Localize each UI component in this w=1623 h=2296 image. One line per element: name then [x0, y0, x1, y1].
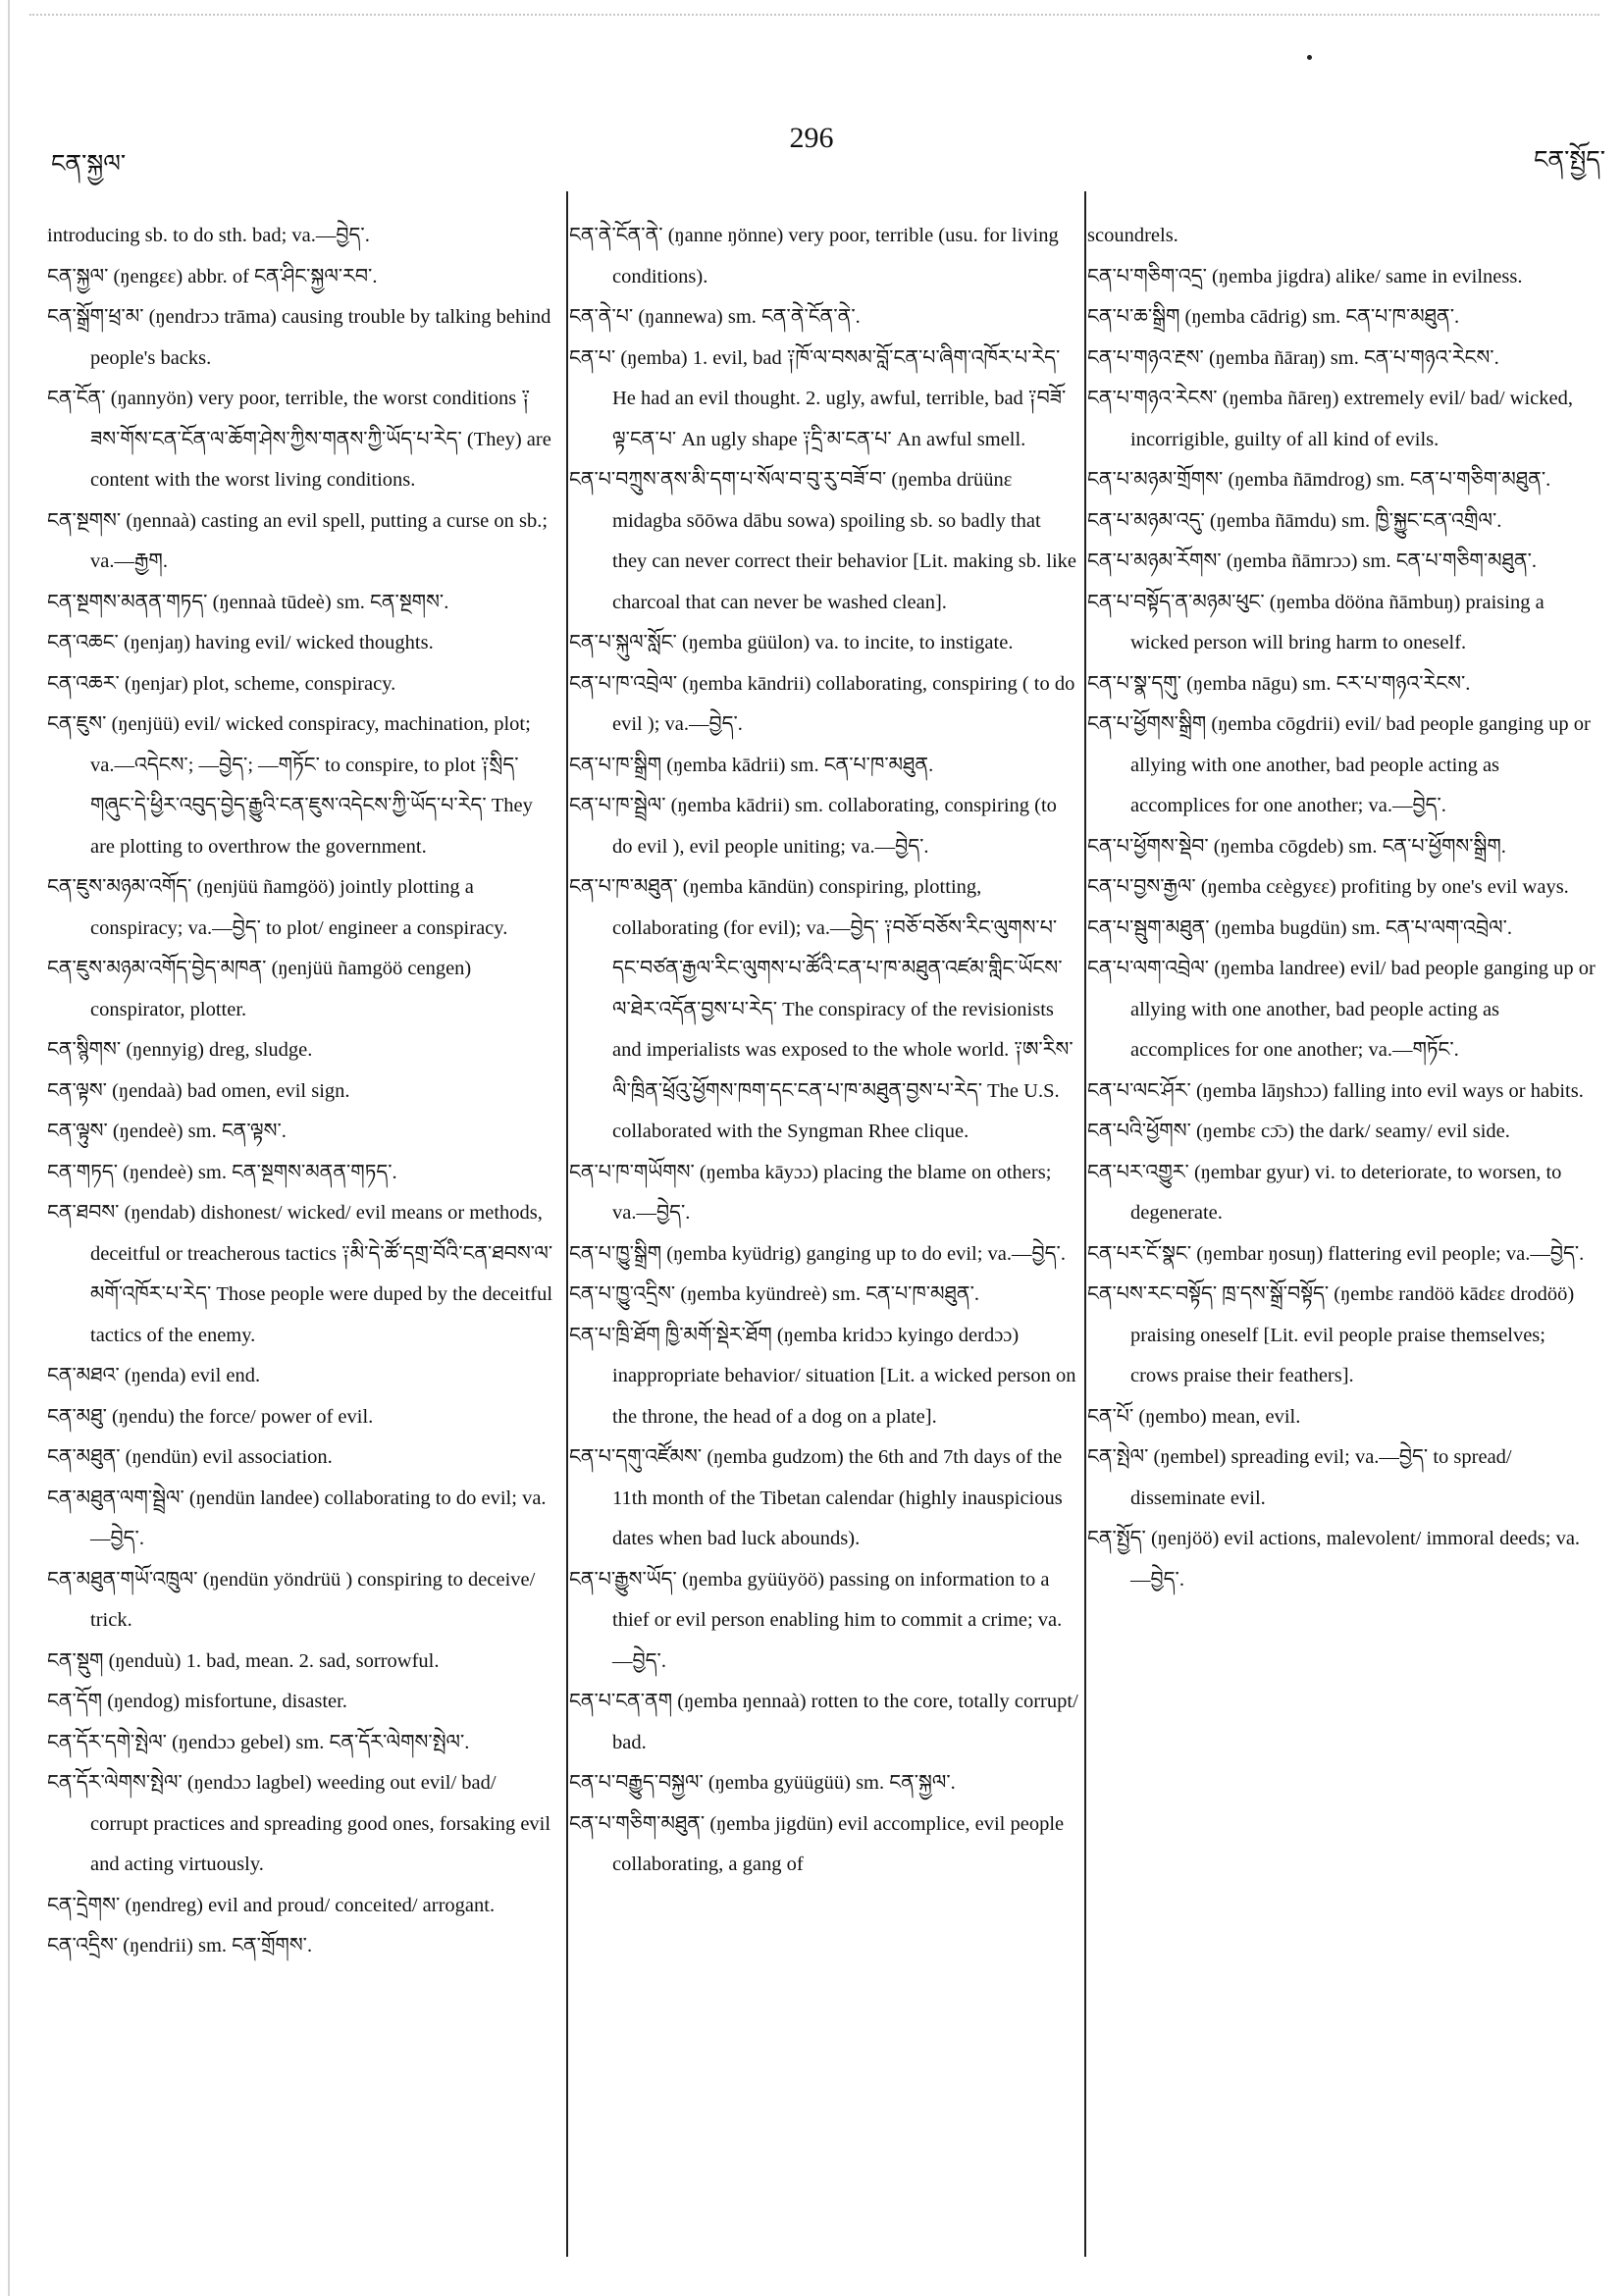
dictionary-entry: ངན་སྔགས་མནན་གཏད་ (ŋennaà tūdeè) sm. ངན་སྔགས་. [47, 591, 449, 613]
dictionary-entry: ངན་སྤེལ་ (ŋembel) spreading evil; va.—བྱེད་ to spread/ disseminate evil. [1087, 1446, 1512, 1509]
dictionary-entry: ངན་པ་ལག་འབྲེལ་ (ŋemba landree) evil/ bad people ganging up or allying with one another, bad people acting as accomplices for one another; va.—གཏོང་. [1087, 958, 1596, 1061]
dictionary-entry: ངན་པར་ངོ་སྣང་ (ŋembar ŋosuŋ) flattering evil people; va.—བྱེད་. [1087, 1242, 1585, 1265]
dictionary-entry: ངན་པ་ཁ་འབྲེལ་ (ŋemba kāndrii) collaborating, conspiring ( to do evil ); va.—བྱེད་. [569, 672, 1075, 735]
dictionary-entry: ངན་དོག (ŋendog) misfortune, disaster. [47, 1691, 347, 1712]
dictionary-entry: ངན་པ་ཁ་སྒྲིག (ŋemba kādrii) sm. ངན་པ་ཁ་མཐུན. [569, 754, 934, 776]
dictionary-entry: ངན་པ་མཉམ་གྲོགས་ (ŋemba ñāmdrog) sm. ངན་པ་གཅིག་མཐུན་. [1087, 469, 1551, 491]
dictionary-column-2 [569, 216, 1079, 1886]
dictionary-entry: ངན་ནེ་པ་ (ŋannewa) sm. ངན་ནེ་ངོན་ནེ་. [569, 306, 861, 328]
dictionary-entry: ངན་འཆར་ (ŋenjar) plot, scheme, conspiracy. [47, 672, 396, 695]
dictionary-entry: ངན་པ་ཁྲི་ཐོག ཁྱི་མགོ་སྡེར་ཐོག (ŋemba kridɔɔ kyingo derdɔɔ) inappropriate behavior/ situation [Lit. a wicked person on the throne, the head of a dog on a plate]. [569, 1324, 1076, 1428]
dictionary-entry: ངན་པ་བཀྲུས་ནས་མི་དག་པ་སོལ་བ་བུ་རུ་བཟོ་བ་ (ŋemba drüünε midagba sōōwa dābu sowa) spoiling sb. so badly that they can never correct their behavior [Lit. making sb. like charcoal that can never be washed clean]. [569, 469, 1077, 613]
dictionary-entry: ངན་མཐའ་ (ŋenda) evil end. [47, 1365, 261, 1386]
dictionary-entry: ངན་ངོན་ (ŋannyön) very poor, terrible, the worst conditions ༑ཟས་གོས་ངན་ངོན་ལ་ཆོག་ཤེས་ཀྱིས་གནས་ཀྱི་ཡོད་པ་རེད་ (They) are content with the worst living conditions. [47, 388, 551, 491]
dictionary-entry: ངན་སྐྱལ་ (ŋengεε) abbr. of ངན་ཤིང་སྐྱལ་རབ་. [47, 265, 378, 287]
dictionary-entry: ངན་སྙིགས་ (ŋennyig) dreg, sludge. [47, 1039, 313, 1061]
dictionary-entry: scoundrels. [1087, 225, 1178, 246]
dictionary-entry: ངན་དྲེགས་ (ŋendreg) evil and proud/ conceited/ arrogant. [47, 1894, 496, 1916]
dictionary-entry: ངན་པ་ཁྱུ་སྒྲིག (ŋemba kyüdrig) ganging up to do evil; va.—བྱེད་. [569, 1242, 1066, 1265]
dictionary-entry: ངན་མཐུ་ (ŋendu) the force/ power of evil. [47, 1405, 374, 1428]
dictionary-entry: ངན་པ་གཅིག་འདྲ་ (ŋemba jigdra) alike/ same in evilness. [1087, 265, 1523, 287]
dictionary-entry: ངན་པོ་ (ŋembo) mean, evil. [1087, 1405, 1301, 1428]
dictionary-entry: ངན་ནེ་ངོན་ནེ་ (ŋanne ŋönne) very poor, terrible (usu. for living conditions). [569, 225, 1059, 287]
dictionary-entry: ངན་པ་ལང་ཤོར་ (ŋemba lāŋshɔɔ) falling into evil ways or habits. [1087, 1079, 1584, 1102]
page-edge-shadow [8, 0, 10, 2296]
dictionary-entry: ངན་ཇུས་མཉམ་འགོད་བྱེད་མཁན་ (ŋenjüü ñamgöö cengen) conspirator, plotter. [47, 958, 472, 1020]
dictionary-entry: ངན་པ་ཁ་སྦྲེལ་ (ŋemba kādrii) sm. collaborating, conspiring (to do evil ), evil people uniting; va.—བྱེད་. [569, 795, 1057, 858]
dictionary-entry: ངན་པའི་ཕྱོགས་ (ŋembε cɔ̄ɔ) the dark/ seamy/ evil side. [1087, 1121, 1510, 1142]
dictionary-entry: ངན་པ་ཁ་མཐུན་ (ŋemba kāndün) conspiring, plotting, collaborating (for evil); va.—བྱེད་ ༑བཅོ་བཅོས་རིང་ལུགས་པ་དང་བཙན་རྒྱལ་རིང་ལུགས་པ་ཚོའི་ངན་པ་ཁ་མཐུན་འཛམ་གླིང་ཡོངས་ལ་ཐེར་འདོན་བྱས་པ་རེད་ The conspiracy of the revisionists and imperialists was exposed to the whole world. ༑ཨ་རིས་ལི་ཁྲིན་ཕྲོའུ་ཕྱོགས་ཁག་དང་ངན་པ་ཁ་མཐུན་བྱས་པ་རེད་ The U.S. collaborated with the Syngman Rhee clique. [569, 876, 1073, 1142]
dictionary-entry: ངན་པ་སྣ་དགུ་ (ŋemba nāgu) sm. ངར་པ་གཉའ་རེངས་. [1087, 672, 1471, 695]
dictionary-column-1 [47, 216, 557, 1967]
dictionary-entry: ངན་པ་ཕྱོགས་སྡེབ་ (ŋemba cōgdeb) sm. ངན་པ་ཕྱོགས་སྒྲིག. [1087, 835, 1506, 858]
dictionary-entry: introducing sb. to do sth. bad; va.—བྱེད་. [47, 225, 370, 246]
dictionary-column-3 [1087, 216, 1597, 1600]
dictionary-entry: ངན་པ་སྦུག་མཐུན་ (ŋemba bugdün) sm. ངན་པ་ལག་འབྲེལ་. [1087, 916, 1513, 939]
dictionary-entry: ངན་པ་མཉམ་རོགས་ (ŋemba ñāmrɔɔ) sm. ངན་པ་གཅིག་མཐུན་. [1087, 550, 1538, 572]
scan-speck [1307, 55, 1312, 60]
dictionary-entry: ངན་དོར་དགེ་སྤེལ་ (ŋendɔɔ gebel) sm. ངན་དོར་ལེགས་སྤེལ་. [47, 1731, 470, 1753]
dictionary-entry: ངན་པ་གཉའ་རྔས་ (ŋemba ñāraŋ) sm. ངན་པ་གཉའ་རེངས་. [1087, 346, 1499, 369]
dictionary-entry: ངན་ལྟས་ (ŋendaà) bad omen, evil sign. [47, 1079, 350, 1102]
right-running-head: ངན་སྤྱོད་ [1534, 147, 1605, 174]
dictionary-entry: ངན་པ་སྐུལ་སློང་ (ŋemba güülon) va. to incite, to instigate. [569, 632, 1014, 653]
dictionary-entry: ངན་པར་འགྱུར་ (ŋembar gyur) vi. to deteriorate, to worsen, to degenerate. [1087, 1161, 1562, 1224]
dictionary-entry: ངན་པ་ཕྱོགས་སྒྲིག (ŋemba cōgdrii) evil/ bad people ganging up or allying with one another, bad people acting as accomplices for one another; va.—བྱེད་. [1087, 713, 1591, 816]
dictionary-entry: ངན་པ་བྱས་རྒྱལ་ (ŋemba cεègyεε) profiting by one's evil ways. [1087, 876, 1569, 898]
dictionary-entry: ངན་པ་གཅིག་མཐུན་ (ŋemba jigdün) evil accomplice, evil people collaborating, a gang of [569, 1812, 1065, 1875]
dictionary-entry: ངན་པ་ཆ་སྒྲིག (ŋemba cādrig) sm. ངན་པ་ཁ་མཐུན་. [1087, 306, 1460, 328]
dictionary-entry: ངན་པ་བརྒྱུད་བསྐྱལ་ (ŋemba gyüügüü) sm. ངན་སྐྱལ་. [569, 1772, 956, 1794]
dictionary-entry: ངན་ལྟུས་ (ŋendeè) sm. ངན་ལྟས་. [47, 1121, 287, 1142]
dictionary-entry: ངན་འཆང་ (ŋenjaŋ) having evil/ wicked thoughts. [47, 632, 434, 653]
dictionary-entry: ངན་པ་ཁྱུ་འདྲིས་ (ŋemba kyündreè) sm. ངན་པ་ཁ་མཐུན་. [569, 1283, 980, 1305]
dictionary-entry: ངན་པ་རྒྱུས་ཡོད་ (ŋemba gyüüyöö) passing on information to a thief or evil person enabling him to commit a crime; va.—བྱེད་. [569, 1568, 1063, 1672]
page-number: 296 [789, 122, 834, 154]
dictionary-entry: ངན་པ་དགུ་འཛོམས་ (ŋemba gudzom) the 6th and 7th days of the 11th month of the Tibetan calendar (highly inauspicious dates when bad luck abounds). [569, 1446, 1063, 1549]
dictionary-entry: ངན་སྡུག (ŋenduù) 1. bad, mean. 2. sad, sorrowful. [47, 1649, 440, 1672]
dictionary-entry: ངན་གཏད་ (ŋendeè) sm. ངན་སྔགས་མནན་གཏད་. [47, 1161, 397, 1183]
dictionary-entry: ངན་མཐུན་ལག་སྦྲེལ་ (ŋendün landee) collaborating to do evil; va.—བྱེད་. [47, 1487, 547, 1549]
dictionary-entry: ངན་སྒྲོག་ཕྲ་མ་ (ŋendrɔɔ trāma) causing trouble by talking behind people's backs. [47, 306, 551, 369]
column-divider [566, 191, 568, 2257]
dictionary-entry: ངན་ཇུས་ (ŋenjüü) evil/ wicked conspiracy, machination, plot; va.—འདེངས་; —བྱེད་; —གཏོང་ to conspire, to plot ༑སྲིད་གཞུང་དེ་ཕྱིར་འབུད་བྱེད་རྒྱུའི་ངན་ཇུས་འདེངས་ཀྱི་ཡོད་པ་རེད་ They are plotting to overthrow the government. [47, 713, 533, 858]
dictionary-entry: ངན་པ་བསྟོད་ན་མཉམ་ཕུང་ (ŋemba dööna ñāmbuŋ) praising a wicked person will bring harm to oneself. [1087, 591, 1544, 653]
dictionary-entry: ངན་མཐུན་ (ŋendün) evil association. [47, 1446, 333, 1468]
dictionary-entry: ངན་སྔགས་ (ŋennaà) casting an evil spell, putting a curse on sb.; va.—རྒྱག. [47, 509, 549, 572]
dictionary-entry: ངན་འདྲིས་ (ŋendrii) sm. ངན་གྲོགས་. [47, 1935, 313, 1957]
dictionary-entry: ངན་དོར་ལེགས་སྤེལ་ (ŋendɔɔ lagbel) weeding out evil/ bad/ corrupt practices and spreading good ones, forsaking evil and acting virtuously. [47, 1772, 551, 1875]
dictionary-entry: ངན་ཐབས་ (ŋendab) dishonest/ wicked/ evil means or methods, deceitful or treacherous tactics ༑མི་དེ་ཚོ་དགྲ་བོའི་ངན་ཐབས་ལ་མགོ་འཁོར་པ་རེད་ Those people were duped by the deceitful tactics of the enemy. [47, 1202, 553, 1346]
dictionary-entry: ངན་པ་ཁ་གཡོགས་ (ŋemba kāyɔɔ) placing the blame on others; va.—བྱེད་. [569, 1161, 1052, 1224]
scan-artifact [29, 14, 1599, 22]
dictionary-entry: ངན་པ་གཉའ་རེངས་ (ŋemba ñāreŋ) extremely evil/ bad/ wicked, incorrigible, guilty of all kind of evils. [1087, 388, 1573, 450]
dictionary-entry: ངན་སྤྱོད་ (ŋenjöö) evil actions, malevolent/ immoral deeds; va.—བྱེད་. [1087, 1528, 1581, 1591]
dictionary-entry: ངན་པ་མཉམ་འདུ་ (ŋemba ñāmdu) sm. ཁྱི་སྐྱུང་ངན་འགྲིལ་. [1087, 509, 1502, 532]
dictionary-entry: ངན་ཇུས་མཉམ་འགོད་ (ŋenjüü ñamgöö) jointly plotting a conspiracy; va.—བྱེད་ to plot/ engineer a conspiracy. [47, 876, 508, 939]
dictionary-entry: ངན་པ་ངན་ནག (ŋemba ŋennaà) rotten to the core, totally corrupt/ bad. [569, 1691, 1078, 1753]
column-divider [1084, 191, 1086, 2257]
dictionary-entry: ངན་པ་ (ŋemba) 1. evil, bad ༑ཁོ་ལ་བསམ་བློ་ངན་པ་ཞིག་འཁོར་པ་རེད་ He had an evil thought. 2. ugly, awful, terrible, bad ༑བཟོ་ལྟ་ངན་པ་ An ugly shape ༑དྲི་མ་ངན་པ་ An awful smell. [569, 346, 1067, 450]
dictionary-entry: ངན་མཐུན་གཡོ་འཁྲུལ་ (ŋendün yöndrüü ) conspiring to deceive/ trick. [47, 1568, 536, 1631]
dictionary-entry: ངན་པས་རང་བསྟོད་ ཁྲ་དས་སྒྲོ་བསྟོད་ (ŋembε randöö kādεε drodöö) praising oneself [Lit. evil people praise themselves; crows praise their feathers]. [1087, 1283, 1575, 1386]
left-running-head: ངན་སྐྱལ་ [51, 151, 127, 178]
